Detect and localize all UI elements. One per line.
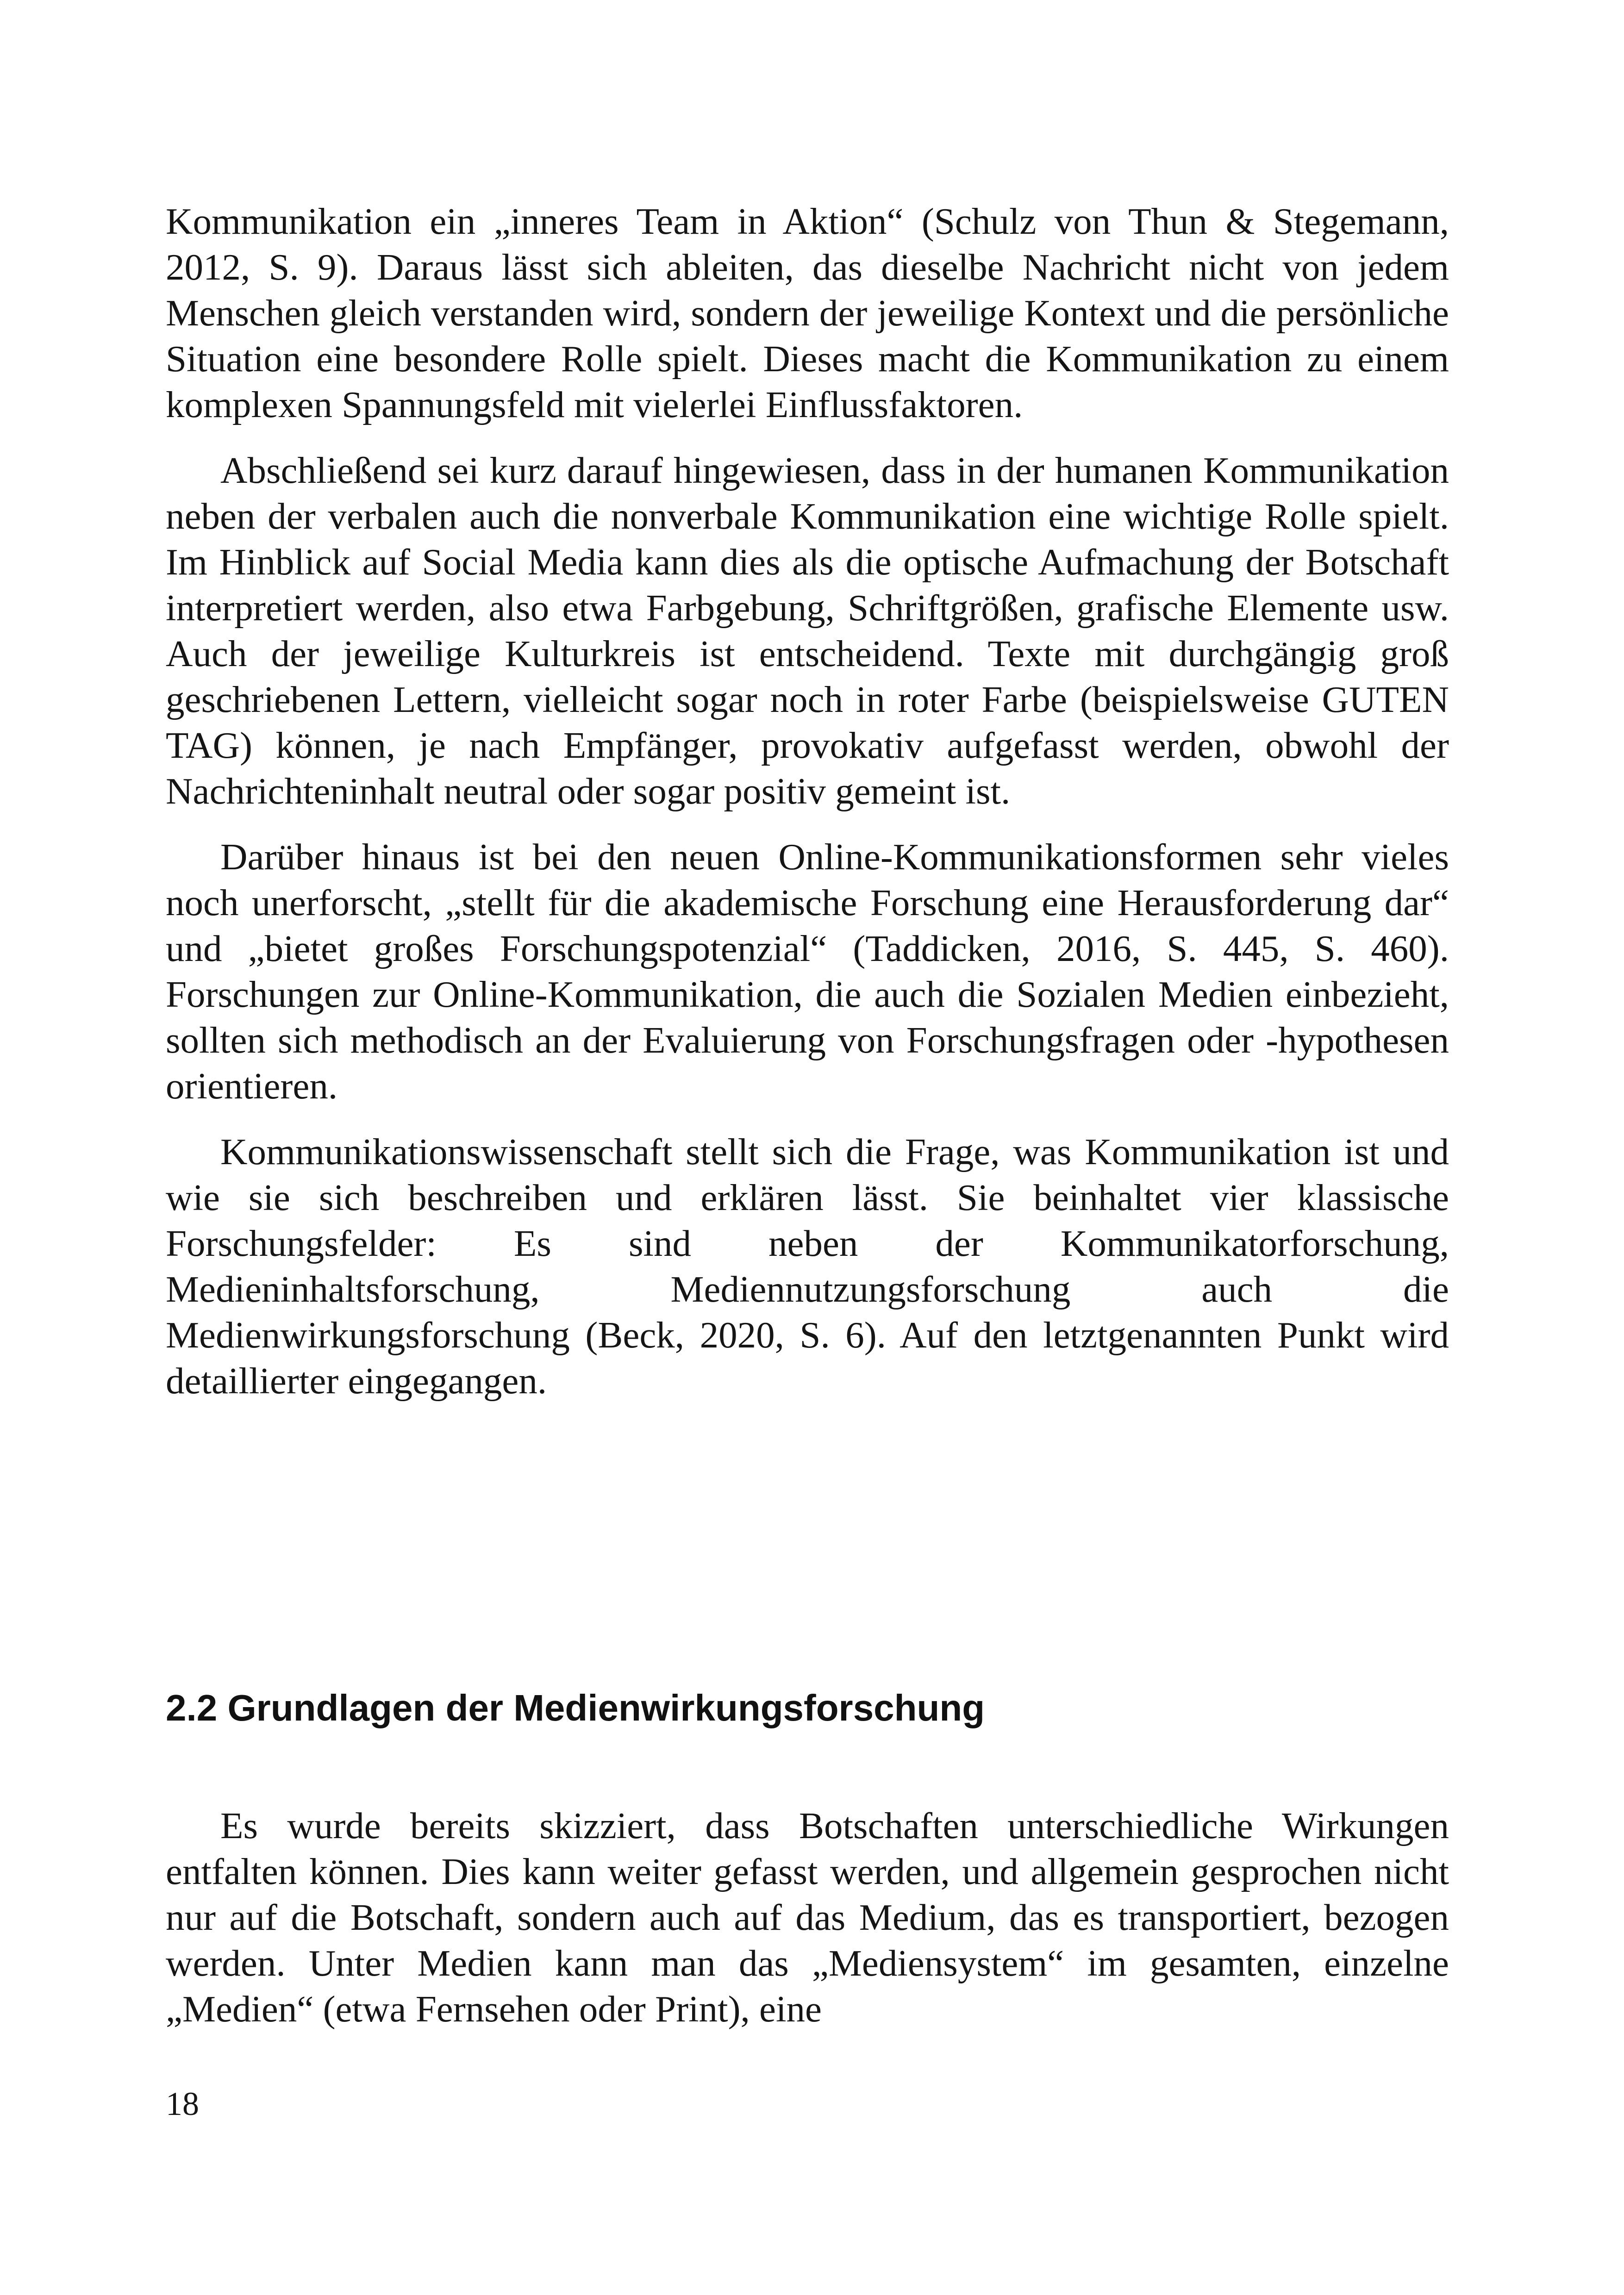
paragraph-medienwirkung-intro: Es wurde bereits skizziert, dass Botschaften unterschiedliche Wirkungen entfalten können. Dies kann weiter gefasst werden, und allgemein gesprochen nicht nur auf die Botschaft, sondern auch auf das Medium, das es transportiert, bezogen werden. Unter Medien kann man das „Mediensystem“ im gesamten, einzelne „Medien“ (etwa Fernsehen oder Print), eine	[166, 1805, 1449, 2030]
paragraph-inneres-team: Kommunikation ein „inneres Team in Aktion“ (Schulz von Thun & Stegemann, 2012, S. 9). Daraus lässt sich ableiten, das dieselbe Nachricht nicht von jedem Menschen gleich verstanden wird, sondern der jeweilige Kontext und die persönliche Situation eine besondere Rolle spielt. Dieses macht die Kommunikation zu einem komplexen Spannungsfeld mit vielerlei Einflussfaktoren.	[166, 200, 1449, 425]
paragraph-online-kommunikation: Darüber hinaus ist bei den neuen Online-Kommunikationsformen sehr vieles noch unerforscht, „stellt für die akademische Forschung eine Herausforderung dar“ und „bietet großes Forschungspotenzial“ (Taddicken, 2016, S. 445, S. 460). Forschungen zur Online-Kommunikation, die auch die Sozialen Medien einbezieht, sollten sich methodisch an der Evaluierung von Forschungsfragen oder -hypothesen orientieren.	[166, 836, 1449, 1107]
body-text	[166, 199, 1449, 1404]
section-body-text	[166, 1803, 1449, 2032]
section-heading: 2.2 Grundlagen der Medienwirkungsforschung	[166, 1687, 985, 1728]
paragraph-nonverbale-kommunikation: Abschließend sei kurz darauf hingewiesen, dass in der humanen Kommunikation neben der verbalen auch die nonverbale Kommunikation eine wichtige Rolle spielt. Im Hinblick auf Social Media kann dies als die optische Aufmachung der Botschaft interpretiert werden, also etwa Farbgebung, Schriftgrößen, grafische Elemente usw. Auch der jeweilige Kulturkreis ist entscheidend. Texte mit durchgängig groß geschriebenen Lettern, vielleicht sogar noch in roter Farbe (beispielsweise GUTEN TAG) können, je nach Empfänger, provokativ aufgefasst werden, obwohl der Nachrichteninhalt neutral oder sogar positiv gemeint ist.	[166, 449, 1449, 812]
page-number: 18	[166, 2085, 199, 2122]
paragraph-kommunikationswissenschaft: Kommunikationswissenschaft stellt sich die Frage, was Kommunikation ist und wie sie sich beschreiben und erklären lässt. Sie beinhaltet vier klassische Forschungsfelder: Es sind neben der Kommunikatorforschung, Medieninhaltsforschung, Mediennutzungsforschung auch die Medienwirkungsforschung (Beck, 2020, S. 6). Auf den letztgenannten Punkt wird detaillierter eingegangen.	[166, 1131, 1449, 1402]
